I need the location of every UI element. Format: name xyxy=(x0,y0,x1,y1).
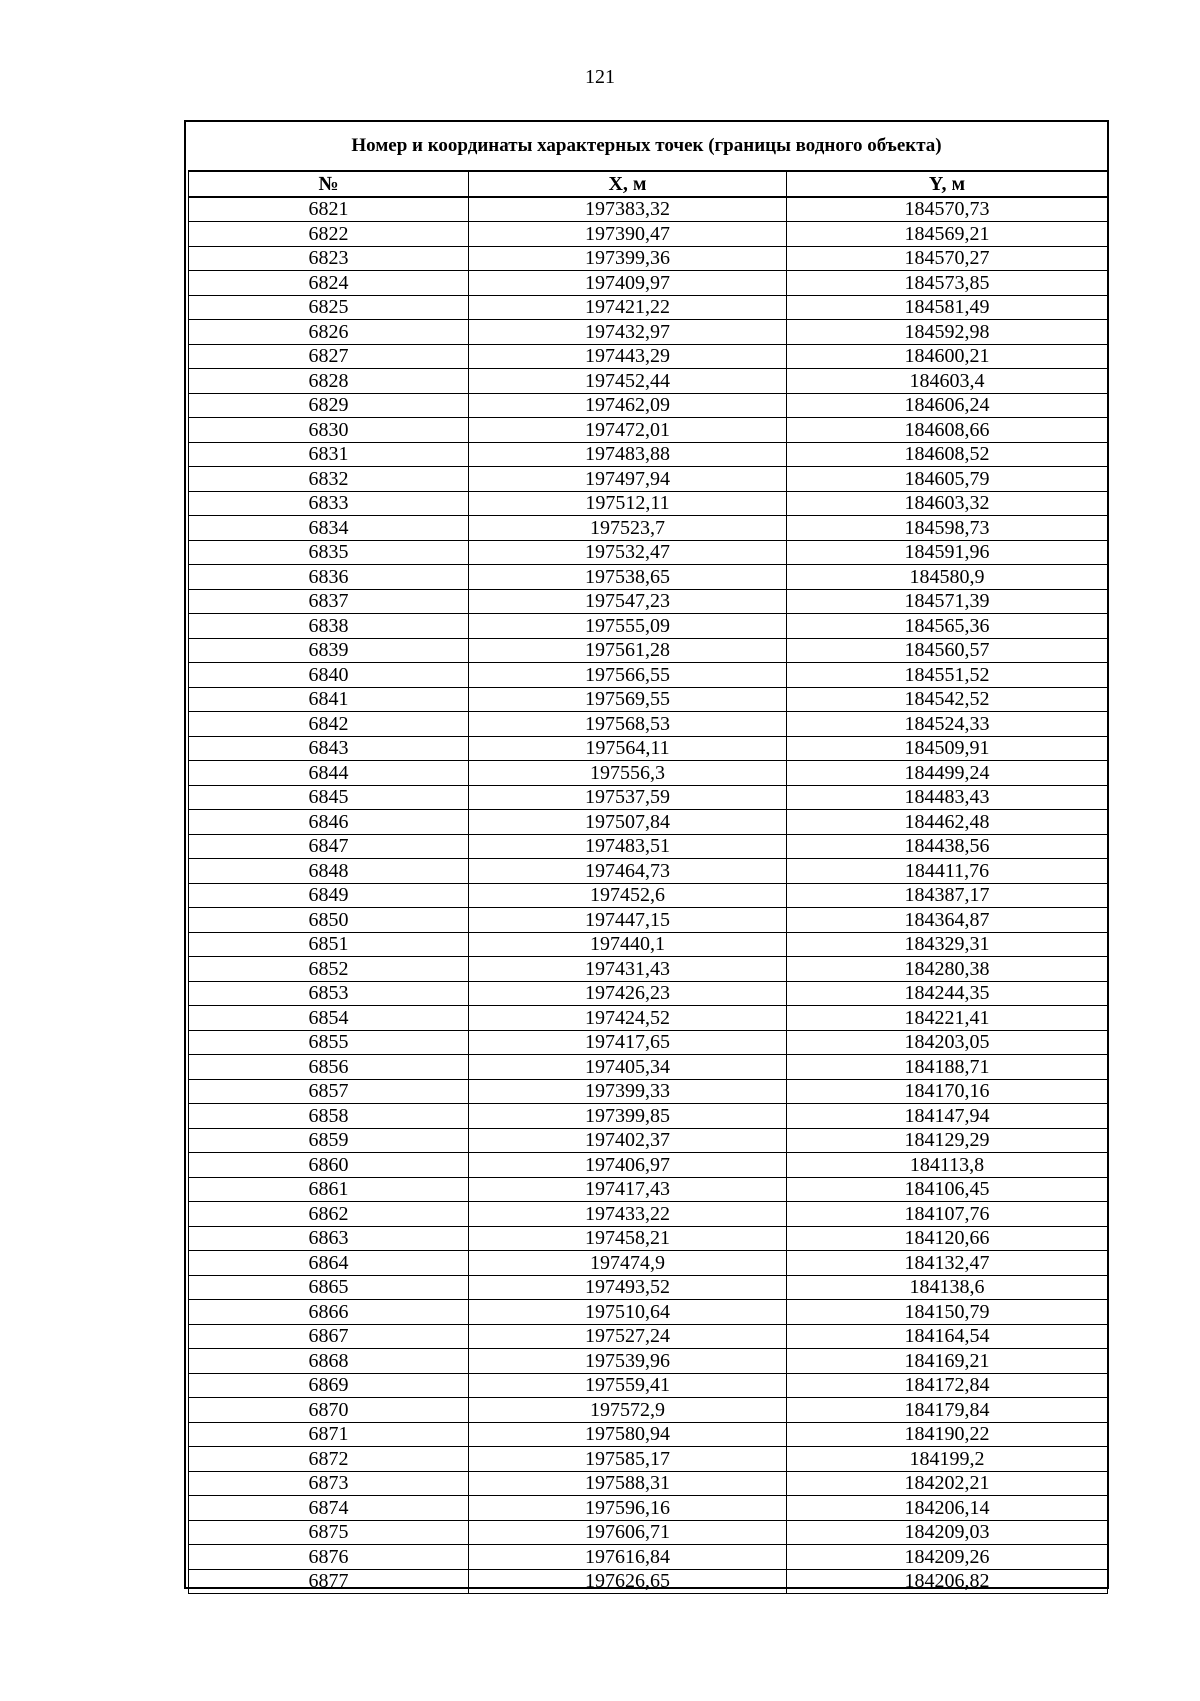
table-row xyxy=(189,491,1108,516)
table-row xyxy=(189,761,1108,786)
table-row xyxy=(189,1104,1108,1129)
table-row xyxy=(189,540,1108,565)
cell-point-number: 6873 xyxy=(189,1471,469,1496)
table-row xyxy=(189,197,1108,222)
cell-x-coordinate: 197493,52 xyxy=(469,1275,787,1300)
cell-y-coordinate: 184364,87 xyxy=(787,908,1108,933)
cell-y-coordinate: 184203,05 xyxy=(787,1030,1108,1055)
cell-x-coordinate: 197566,55 xyxy=(469,663,787,688)
cell-x-coordinate: 197426,23 xyxy=(469,981,787,1006)
table-row xyxy=(189,1030,1108,1055)
cell-point-number: 6851 xyxy=(189,932,469,957)
table-row xyxy=(189,981,1108,1006)
cell-x-coordinate: 197547,23 xyxy=(469,589,787,614)
cell-y-coordinate: 184569,21 xyxy=(787,222,1108,247)
cell-point-number: 6863 xyxy=(189,1226,469,1251)
cell-x-coordinate: 197452,6 xyxy=(469,883,787,908)
cell-y-coordinate: 184483,43 xyxy=(787,785,1108,810)
cell-y-coordinate: 184170,16 xyxy=(787,1079,1108,1104)
cell-x-coordinate: 197606,71 xyxy=(469,1520,787,1545)
table-row xyxy=(189,565,1108,590)
cell-x-coordinate: 197507,84 xyxy=(469,810,787,835)
cell-x-coordinate: 197458,21 xyxy=(469,1226,787,1251)
table-row xyxy=(189,1202,1108,1227)
cell-point-number: 6837 xyxy=(189,589,469,614)
cell-x-coordinate: 197417,65 xyxy=(469,1030,787,1055)
table-row xyxy=(189,810,1108,835)
cell-y-coordinate: 184199,2 xyxy=(787,1447,1108,1472)
cell-y-coordinate: 184603,4 xyxy=(787,369,1108,394)
table-row xyxy=(189,1398,1108,1423)
table-row xyxy=(189,295,1108,320)
cell-x-coordinate: 197585,17 xyxy=(469,1447,787,1472)
table-row xyxy=(189,883,1108,908)
table-row xyxy=(189,369,1108,394)
table-row xyxy=(189,712,1108,737)
cell-y-coordinate: 184608,52 xyxy=(787,442,1108,467)
cell-y-coordinate: 184106,45 xyxy=(787,1177,1108,1202)
cell-x-coordinate: 197472,01 xyxy=(469,418,787,443)
cell-point-number: 6875 xyxy=(189,1520,469,1545)
cell-point-number: 6871 xyxy=(189,1422,469,1447)
table-row xyxy=(189,663,1108,688)
cell-point-number: 6858 xyxy=(189,1104,469,1129)
cell-x-coordinate: 197399,36 xyxy=(469,246,787,271)
cell-y-coordinate: 184411,76 xyxy=(787,859,1108,884)
cell-point-number: 6832 xyxy=(189,467,469,492)
cell-point-number: 6862 xyxy=(189,1202,469,1227)
cell-x-coordinate: 197464,73 xyxy=(469,859,787,884)
cell-point-number: 6859 xyxy=(189,1128,469,1153)
cell-x-coordinate: 197399,33 xyxy=(469,1079,787,1104)
cell-point-number: 6864 xyxy=(189,1251,469,1276)
cell-y-coordinate: 184280,38 xyxy=(787,957,1108,982)
cell-x-coordinate: 197409,97 xyxy=(469,271,787,296)
table-row xyxy=(189,1569,1108,1594)
cell-y-coordinate: 184107,76 xyxy=(787,1202,1108,1227)
table-row xyxy=(189,1006,1108,1031)
cell-y-coordinate: 184542,52 xyxy=(787,687,1108,712)
cell-point-number: 6866 xyxy=(189,1300,469,1325)
cell-point-number: 6830 xyxy=(189,418,469,443)
table-row xyxy=(189,1349,1108,1374)
table-row xyxy=(189,1545,1108,1570)
cell-x-coordinate: 197443,29 xyxy=(469,344,787,369)
table-row xyxy=(189,320,1108,345)
table-row xyxy=(189,418,1108,443)
cell-y-coordinate: 184573,85 xyxy=(787,271,1108,296)
table-row xyxy=(189,834,1108,859)
page-number: 121 xyxy=(585,66,615,88)
cell-y-coordinate: 184329,31 xyxy=(787,932,1108,957)
cell-y-coordinate: 184592,98 xyxy=(787,320,1108,345)
table-row xyxy=(189,785,1108,810)
cell-point-number: 6857 xyxy=(189,1079,469,1104)
cell-x-coordinate: 197588,31 xyxy=(469,1471,787,1496)
cell-x-coordinate: 197559,41 xyxy=(469,1373,787,1398)
cell-point-number: 6836 xyxy=(189,565,469,590)
table-row xyxy=(189,736,1108,761)
cell-point-number: 6849 xyxy=(189,883,469,908)
cell-x-coordinate: 197572,9 xyxy=(469,1398,787,1423)
column-header-number: № xyxy=(189,171,469,197)
table-row xyxy=(189,1447,1108,1472)
cell-x-coordinate: 197616,84 xyxy=(469,1545,787,1570)
cell-point-number: 6853 xyxy=(189,981,469,1006)
cell-point-number: 6821 xyxy=(189,197,469,222)
cell-y-coordinate: 184113,8 xyxy=(787,1153,1108,1178)
cell-point-number: 6843 xyxy=(189,736,469,761)
cell-y-coordinate: 184509,91 xyxy=(787,736,1108,761)
cell-x-coordinate: 197561,28 xyxy=(469,638,787,663)
cell-x-coordinate: 197424,52 xyxy=(469,1006,787,1031)
cell-point-number: 6831 xyxy=(189,442,469,467)
cell-y-coordinate: 184129,29 xyxy=(787,1128,1108,1153)
cell-point-number: 6869 xyxy=(189,1373,469,1398)
cell-y-coordinate: 184132,47 xyxy=(787,1251,1108,1276)
cell-point-number: 6825 xyxy=(189,295,469,320)
table-row xyxy=(189,589,1108,614)
cell-y-coordinate: 184580,9 xyxy=(787,565,1108,590)
cell-x-coordinate: 197555,09 xyxy=(469,614,787,639)
cell-y-coordinate: 184150,79 xyxy=(787,1300,1108,1325)
table-row xyxy=(189,222,1108,247)
table-row xyxy=(189,932,1108,957)
table-row xyxy=(189,1422,1108,1447)
table-row xyxy=(189,614,1108,639)
cell-x-coordinate: 197510,64 xyxy=(469,1300,787,1325)
table-row xyxy=(189,1373,1108,1398)
cell-point-number: 6839 xyxy=(189,638,469,663)
cell-point-number: 6846 xyxy=(189,810,469,835)
cell-y-coordinate: 184606,24 xyxy=(787,393,1108,418)
cell-y-coordinate: 184462,48 xyxy=(787,810,1108,835)
cell-point-number: 6823 xyxy=(189,246,469,271)
cell-x-coordinate: 197433,22 xyxy=(469,1202,787,1227)
table-row xyxy=(189,1300,1108,1325)
cell-y-coordinate: 184164,54 xyxy=(787,1324,1108,1349)
table-row xyxy=(189,957,1108,982)
cell-point-number: 6840 xyxy=(189,663,469,688)
cell-point-number: 6861 xyxy=(189,1177,469,1202)
cell-y-coordinate: 184244,35 xyxy=(787,981,1108,1006)
cell-point-number: 6860 xyxy=(189,1153,469,1178)
cell-x-coordinate: 197580,94 xyxy=(469,1422,787,1447)
cell-point-number: 6865 xyxy=(189,1275,469,1300)
cell-x-coordinate: 197421,22 xyxy=(469,295,787,320)
coordinates-table-frame xyxy=(184,120,1109,1593)
cell-x-coordinate: 197432,97 xyxy=(469,320,787,345)
table-row xyxy=(189,516,1108,541)
cell-x-coordinate: 197527,24 xyxy=(469,1324,787,1349)
cell-x-coordinate: 197483,51 xyxy=(469,834,787,859)
cell-y-coordinate: 184120,66 xyxy=(787,1226,1108,1251)
cell-y-coordinate: 184524,33 xyxy=(787,712,1108,737)
table-row xyxy=(189,1055,1108,1080)
table-row xyxy=(189,442,1108,467)
table-row xyxy=(189,393,1108,418)
table-row xyxy=(189,1275,1108,1300)
table-row xyxy=(189,638,1108,663)
cell-point-number: 6842 xyxy=(189,712,469,737)
cell-x-coordinate: 197402,37 xyxy=(469,1128,787,1153)
cell-y-coordinate: 184138,6 xyxy=(787,1275,1108,1300)
cell-point-number: 6854 xyxy=(189,1006,469,1031)
cell-point-number: 6870 xyxy=(189,1398,469,1423)
table-row xyxy=(189,1496,1108,1521)
cell-y-coordinate: 184591,96 xyxy=(787,540,1108,565)
cell-point-number: 6826 xyxy=(189,320,469,345)
table-row xyxy=(189,271,1108,296)
cell-x-coordinate: 197431,43 xyxy=(469,957,787,982)
cell-x-coordinate: 197452,44 xyxy=(469,369,787,394)
cell-y-coordinate: 184190,22 xyxy=(787,1422,1108,1447)
cell-point-number: 6877 xyxy=(189,1569,469,1594)
cell-point-number: 6874 xyxy=(189,1496,469,1521)
cell-x-coordinate: 197447,15 xyxy=(469,908,787,933)
cell-point-number: 6845 xyxy=(189,785,469,810)
cell-x-coordinate: 197390,47 xyxy=(469,222,787,247)
cell-x-coordinate: 197556,3 xyxy=(469,761,787,786)
table-row xyxy=(189,1226,1108,1251)
cell-y-coordinate: 184551,52 xyxy=(787,663,1108,688)
cell-y-coordinate: 184571,39 xyxy=(787,589,1108,614)
cell-y-coordinate: 184206,82 xyxy=(787,1569,1108,1594)
cell-x-coordinate: 197405,34 xyxy=(469,1055,787,1080)
cell-point-number: 6844 xyxy=(189,761,469,786)
cell-point-number: 6855 xyxy=(189,1030,469,1055)
cell-x-coordinate: 197532,47 xyxy=(469,540,787,565)
cell-y-coordinate: 184560,57 xyxy=(787,638,1108,663)
table-row xyxy=(189,1471,1108,1496)
table-row xyxy=(189,1128,1108,1153)
cell-point-number: 6868 xyxy=(189,1349,469,1374)
cell-y-coordinate: 184565,36 xyxy=(787,614,1108,639)
table-title: Номер и координаты характерных точек (границы водного объекта) xyxy=(351,135,942,156)
cell-x-coordinate: 197497,94 xyxy=(469,467,787,492)
cell-y-coordinate: 184221,41 xyxy=(787,1006,1108,1031)
cell-y-coordinate: 184570,27 xyxy=(787,246,1108,271)
cell-point-number: 6822 xyxy=(189,222,469,247)
cell-y-coordinate: 184600,21 xyxy=(787,344,1108,369)
cell-x-coordinate: 197626,65 xyxy=(469,1569,787,1594)
cell-y-coordinate: 184147,94 xyxy=(787,1104,1108,1129)
cell-point-number: 6872 xyxy=(189,1447,469,1472)
cell-y-coordinate: 184169,21 xyxy=(787,1349,1108,1374)
cell-y-coordinate: 184206,14 xyxy=(787,1496,1108,1521)
cell-y-coordinate: 184605,79 xyxy=(787,467,1108,492)
cell-x-coordinate: 197483,88 xyxy=(469,442,787,467)
cell-point-number: 6835 xyxy=(189,540,469,565)
cell-y-coordinate: 184603,32 xyxy=(787,491,1108,516)
cell-point-number: 6833 xyxy=(189,491,469,516)
cell-y-coordinate: 184570,73 xyxy=(787,197,1108,222)
cell-point-number: 6848 xyxy=(189,859,469,884)
cell-x-coordinate: 197462,09 xyxy=(469,393,787,418)
column-header-x: X, м xyxy=(469,171,787,197)
cell-point-number: 6829 xyxy=(189,393,469,418)
table-row xyxy=(189,467,1108,492)
column-header-y: Y, м xyxy=(787,171,1108,197)
table-row xyxy=(189,1177,1108,1202)
cell-x-coordinate: 197596,16 xyxy=(469,1496,787,1521)
cell-x-coordinate: 197474,9 xyxy=(469,1251,787,1276)
table-header-row xyxy=(189,171,1108,197)
cell-x-coordinate: 197406,97 xyxy=(469,1153,787,1178)
cell-y-coordinate: 184581,49 xyxy=(787,295,1108,320)
table-row xyxy=(189,687,1108,712)
cell-x-coordinate: 197537,59 xyxy=(469,785,787,810)
cell-x-coordinate: 197440,1 xyxy=(469,932,787,957)
cell-x-coordinate: 197383,32 xyxy=(469,197,787,222)
cell-y-coordinate: 184598,73 xyxy=(787,516,1108,541)
cell-x-coordinate: 197523,7 xyxy=(469,516,787,541)
cell-y-coordinate: 184608,66 xyxy=(787,418,1108,443)
cell-point-number: 6856 xyxy=(189,1055,469,1080)
table-body xyxy=(189,197,1108,1594)
cell-y-coordinate: 184179,84 xyxy=(787,1398,1108,1423)
cell-y-coordinate: 184172,84 xyxy=(787,1373,1108,1398)
cell-y-coordinate: 184202,21 xyxy=(787,1471,1108,1496)
cell-y-coordinate: 184438,56 xyxy=(787,834,1108,859)
cell-point-number: 6876 xyxy=(189,1545,469,1570)
table-row xyxy=(189,859,1108,884)
cell-point-number: 6834 xyxy=(189,516,469,541)
cell-point-number: 6828 xyxy=(189,369,469,394)
table-row xyxy=(189,1251,1108,1276)
cell-y-coordinate: 184387,17 xyxy=(787,883,1108,908)
table-row xyxy=(189,1520,1108,1545)
cell-y-coordinate: 184188,71 xyxy=(787,1055,1108,1080)
cell-point-number: 6847 xyxy=(189,834,469,859)
cell-x-coordinate: 197539,96 xyxy=(469,1349,787,1374)
table-row xyxy=(189,1324,1108,1349)
cell-point-number: 6827 xyxy=(189,344,469,369)
cell-x-coordinate: 197538,65 xyxy=(469,565,787,590)
table-row xyxy=(189,246,1108,271)
cell-x-coordinate: 197399,85 xyxy=(469,1104,787,1129)
cell-x-coordinate: 197512,11 xyxy=(469,491,787,516)
cell-x-coordinate: 197568,53 xyxy=(469,712,787,737)
table-row xyxy=(189,1079,1108,1104)
cell-point-number: 6850 xyxy=(189,908,469,933)
cell-point-number: 6824 xyxy=(189,271,469,296)
table-row xyxy=(189,1153,1108,1178)
cell-point-number: 6852 xyxy=(189,957,469,982)
cell-point-number: 6867 xyxy=(189,1324,469,1349)
cell-point-number: 6841 xyxy=(189,687,469,712)
coordinates-table xyxy=(188,170,1108,1594)
cell-x-coordinate: 197569,55 xyxy=(469,687,787,712)
cell-x-coordinate: 197564,11 xyxy=(469,736,787,761)
cell-y-coordinate: 184209,03 xyxy=(787,1520,1108,1545)
cell-y-coordinate: 184499,24 xyxy=(787,761,1108,786)
cell-y-coordinate: 184209,26 xyxy=(787,1545,1108,1570)
table-row xyxy=(189,344,1108,369)
cell-point-number: 6838 xyxy=(189,614,469,639)
table-row xyxy=(189,908,1108,933)
cell-x-coordinate: 197417,43 xyxy=(469,1177,787,1202)
